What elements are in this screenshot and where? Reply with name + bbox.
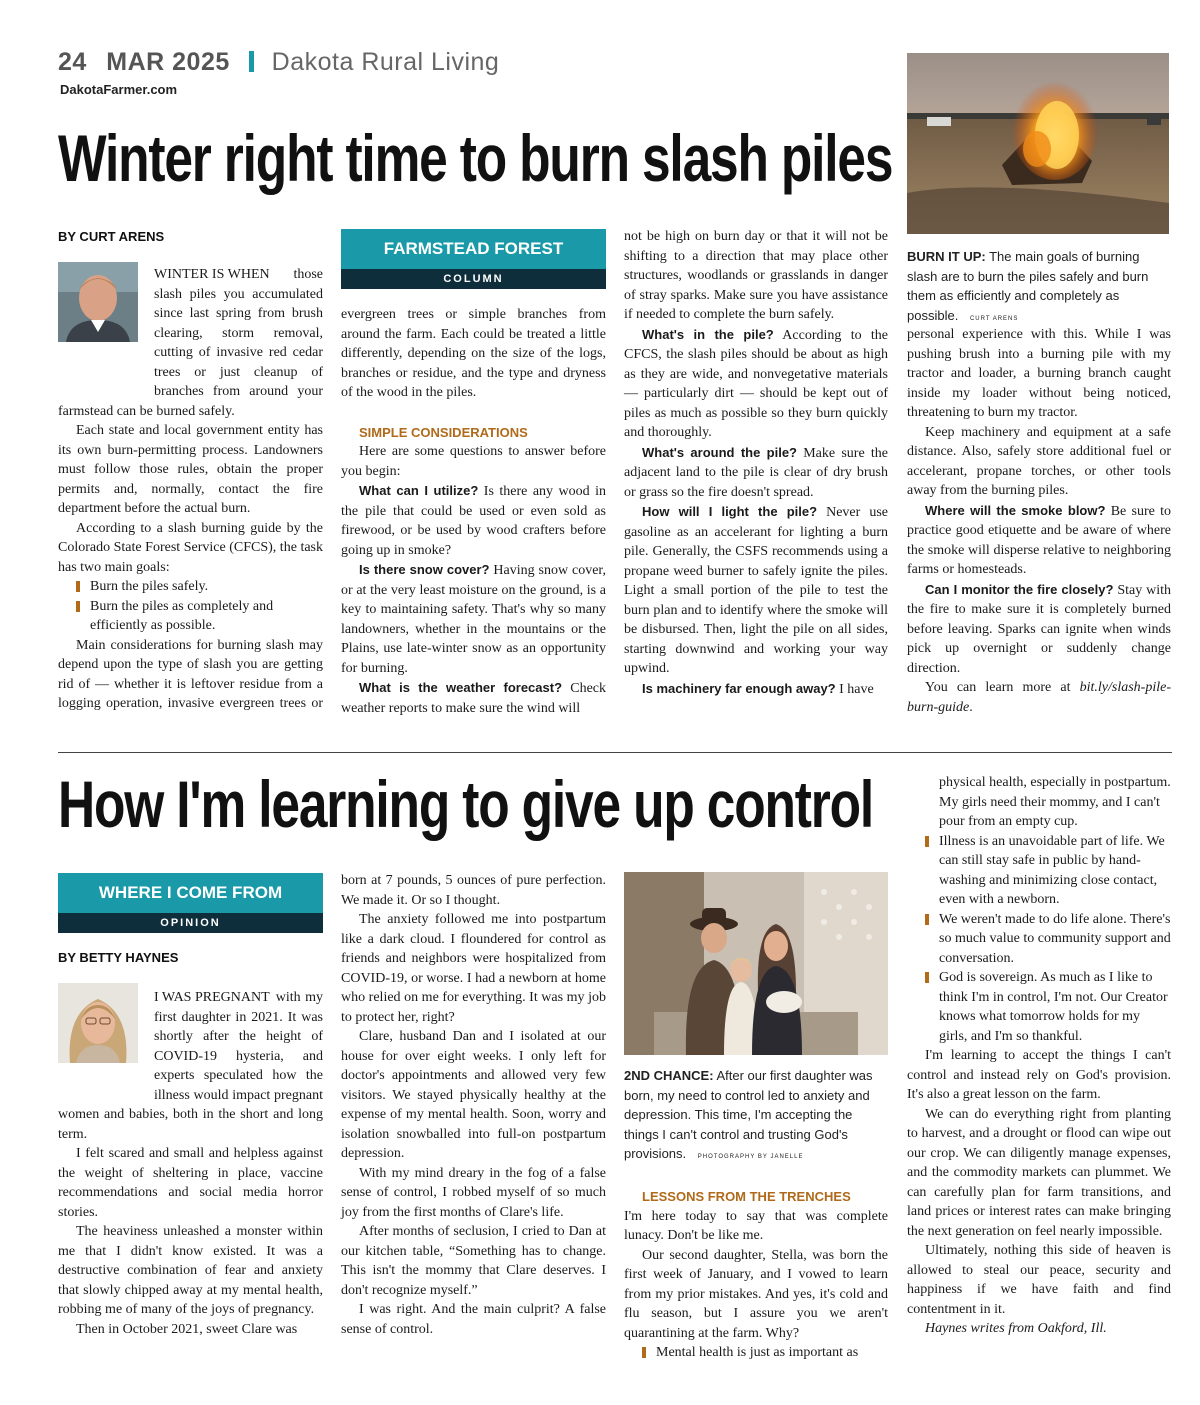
caption-label: BURN IT UP: <box>907 249 986 264</box>
bullet-item <box>925 968 1171 1046</box>
paragraph: Keep machinery and equipment at a safe distance. Also, safely store additional fuel or accelerant, propane torches, or other tools away from the burning piles. <box>907 424 1171 498</box>
article1-photo-caption <box>907 247 1173 329</box>
question-label: Where will the smoke blow? <box>925 502 1106 518</box>
article2-column-1 <box>58 988 323 1339</box>
where-i-come-from-tag <box>58 873 323 933</box>
photo-credit: CURT ARENS <box>969 315 1019 322</box>
photo-credit: PHOTOGRAPHY BY JANELLE <box>697 1154 804 1160</box>
burning-pile-image <box>907 53 1169 234</box>
paragraph: We can do everything right from planting to harvest, and a drought or flood can wipe out our crop. We can diligently manage expenses, and the commodity markets can plummet. We can carefully plan for farm transitions, and land prices or interest rates can make bringing the next generation on feel nearly impossible. <box>907 1106 1171 1239</box>
paragraph: After months of seclusion, I cried to Dan at our kitchen table, “Something has to change. This isn't the mommy that Clare deserves. I don't recognize myself.” <box>341 1224 606 1298</box>
article2-column-2 <box>341 871 606 1339</box>
bullet-mark <box>925 914 929 925</box>
bullet-item <box>642 1343 888 1363</box>
question-label: How will I light the pile? <box>642 504 818 519</box>
bullet-item <box>925 773 1171 832</box>
question-label: Is machinery far enough away? <box>642 680 836 696</box>
farmstead-forest-tag <box>341 229 606 289</box>
article2-column-4 <box>907 773 1171 1339</box>
closing-period: . <box>969 699 973 715</box>
website-link[interactable]: DakotaFarmer.com <box>60 82 178 97</box>
bullet-mark <box>76 601 80 612</box>
paragraph: Clare, husband Dan and I isolated at our house for over eight weeks. I only left for doctor's appointments and allowed very few visitors. We stayed physically healthy at the expense of my mental health. Soon, worry and isolation snowballed into full-on postpartum depression. <box>341 1029 606 1161</box>
lead-paragraph <box>58 988 323 1144</box>
article2-photo-caption <box>624 1066 888 1168</box>
paragraph: Ultimately, nothing this side of heaven is allowed to steal our peace, security and happiness if we have faith and find contentment in it. <box>907 1243 1171 1317</box>
question-label: What's around the pile? <box>642 444 797 460</box>
author-signoff: Haynes writes from Oakford, Ill. <box>925 1321 1107 1336</box>
question-text: I have <box>839 681 874 697</box>
article2-column-3 <box>624 1183 888 1363</box>
article2-headline: How I'm learning to give up control <box>58 767 874 841</box>
bullet-mark <box>76 581 80 592</box>
question-label: What is the weather forecast? <box>359 680 563 695</box>
column-tag-title: WHERE I COME FROM <box>58 873 323 913</box>
question-label: Can I monitor the fire closely? <box>925 581 1114 597</box>
paragraph: Here are some questions to answer before you begin: <box>341 444 606 479</box>
question-text: Is there any wood in the pile that could be used or even sold as firewood, or be used by wood crafters before going up in smoke? <box>341 484 606 558</box>
paragraph: Then in October 2021, sweet Clare was <box>76 1321 298 1337</box>
question-paragraph <box>341 678 606 718</box>
column-tag-label: OPINION <box>58 913 323 933</box>
article1-column-1 <box>58 265 323 714</box>
issue-date: MAR 2025 <box>106 48 230 76</box>
paragraph: I felt scared and small and helpless against the weight of sheltering in place, vaccine recommendations and social media horror stories. <box>58 1146 323 1220</box>
article2-byline: BY BETTY HAYNES <box>58 950 179 965</box>
question-text: Stay with the fire to make sure it is completely burned before leaving. Sparks can ignite when winds pick up overnight or suddenly change direction. <box>907 582 1171 676</box>
question-text: Never use gasoline as an accelerant for lighting a burn pile. Generally, the CSFS recommends using a propane weed burner to safely ignite the piles. Light a small portion of the pile to test the burn plan and to identify where the smoke will be disbursed. Then, light the pile on all sides, starting downwind and working your way upwind. <box>624 505 888 676</box>
question-paragraph <box>624 325 888 443</box>
article1-column-3 <box>624 227 888 699</box>
bullet-text: Mental health is just as important as <box>656 1345 859 1360</box>
closing-paragraph <box>907 678 1171 717</box>
paragraph: Main considerations for burning slash may depend upon the type of slash you are getting rid of — whether it is leftover residue from a logging operation, invasive evergreen trees or <box>58 637 323 711</box>
article1-byline: BY CURT ARENS <box>58 229 165 244</box>
question-paragraph <box>624 679 888 700</box>
bullet-mark <box>642 1347 646 1358</box>
article1-headline: Winter right time to burn slash piles <box>58 121 893 195</box>
question-label: What can I utilize? <box>359 483 479 498</box>
column-tag-label: COLUMN <box>341 269 606 289</box>
paragraph: not be high on burn day or that it will not be shifting to a direction that may place other structures, woodlands or grasslands in danger of stray sparks. Make sure you have assistance if needed to complete the burn safely. <box>624 229 888 322</box>
column-tag-title: FARMSTEAD FOREST <box>341 229 606 269</box>
paragraph: According to a slash burning guide by the Colorado State Forest Service (CFCS), the task has two main goals: <box>58 520 323 575</box>
closing-text: You can learn more at <box>925 680 1071 695</box>
question-text: Make sure the adjacent land to the pile is clear of dry brush or grass so the fire doesn't spread. <box>624 445 888 500</box>
article1-column-4 <box>907 325 1171 717</box>
paragraph: I was right. And the main culprit? A false sense of control. <box>341 1302 606 1337</box>
question-paragraph <box>907 580 1171 679</box>
lead-text: with my first daughter in 2021. It was shortly after the height of COVID-19 hysteria, and experts speculated how the illness would impact pregnant women and babies, both in the short and long term. <box>58 990 324 1142</box>
headshot-wrap-space <box>58 265 154 398</box>
bullet-item <box>925 910 1171 969</box>
bullet-text: Burn the piles safely. <box>90 579 209 594</box>
bullet-mark <box>925 836 929 847</box>
question-paragraph <box>624 502 888 679</box>
publication-name: Dakota Rural Living <box>271 48 500 76</box>
paragraph: born at 7 pounds, 5 ounces of pure perfection. We made it. Or so I thought. <box>341 873 606 908</box>
paragraph: Each state and local government entity has its own burn-permitting process. Landowners must follow those rules, obtain the proper permits and, normally, contact the fire department before the actual burn. <box>58 423 323 516</box>
bullet-item <box>925 832 1171 910</box>
lead-caps: WINTER IS WHEN <box>154 267 270 282</box>
caption-text: The main goals of burning slash are to burn the piles safely and burn them as efficiently and completely as possible. <box>907 249 1149 323</box>
question-paragraph <box>624 443 888 503</box>
goal-bullet-1 <box>76 577 323 597</box>
family-portrait-image <box>624 872 888 1055</box>
paragraph: I'm here today to say that was complete lunacy. Don't be like me. <box>624 1208 888 1243</box>
paragraph: With my mind dreary in the fog of a false sense of control, I robbed myself of so much joy from the first months of Clare's life. <box>341 1165 606 1220</box>
fire-photo <box>907 53 1169 234</box>
lead-caps: I WAS PREGNANT <box>154 990 270 1005</box>
bullet-text: Burn the piles as completely and efficiently as possible. <box>90 598 274 633</box>
question-paragraph <box>341 481 606 560</box>
question-text: Be sure to practice good etiquette and be aware of where the smoke will disperse relative to neighboring farms or homesteads. <box>907 503 1171 577</box>
headshot-wrap-space <box>58 988 154 1101</box>
family-photo <box>624 872 888 1055</box>
bullet-text: We weren't made to do life alone. There's so much value to community support and conversation. <box>939 911 1171 966</box>
section-subhead: LESSONS FROM THE TRENCHES <box>642 1189 851 1204</box>
lead-paragraph <box>58 265 323 421</box>
bullet-text: God is sovereign. As much as I like to think I'm in control, I'm not. Our Creator knows what tomorrow holds for my girls, and I'm so thankful. <box>939 970 1168 1044</box>
folio-divider <box>249 51 254 72</box>
bullet-text: physical health, especially in postpartum. My girls need their mommy, and I can't pour from an empty cup. <box>939 775 1171 829</box>
question-paragraph <box>341 560 606 678</box>
lead-text: those slash piles you accumulated since last spring from brush clearing, storm removal, cutting of invasive red cedar trees or just cleanup of branches from around your farmstead can be burned safely. <box>58 267 324 419</box>
question-label: Is there snow cover? <box>359 562 490 577</box>
question-label: What's in the pile? <box>642 326 774 342</box>
paragraph: evergreen trees or simple branches from around the farm. Each could be treated a little differently, depending on the size of the logs, branches or residue, and the type and dryness of the wood in the piles. <box>341 307 606 400</box>
bullet-mark <box>925 972 929 983</box>
question-text: According to the CFCS, the slash piles should be about as high as they are wide, and nonvegetative materials — particularly dirt — should be kept out of piles as much as possible so they burn quickly and thoroughly. <box>624 327 888 440</box>
guide-link[interactable]: bit.ly/slash-pile-burn-guide <box>907 680 1171 715</box>
question-text: Check weather reports to make sure the wind will <box>341 681 606 716</box>
section-subhead: SIMPLE CONSIDERATIONS <box>359 424 528 440</box>
question-paragraph <box>907 501 1171 580</box>
page-number: 24 <box>58 48 87 76</box>
paragraph: The anxiety followed me into postpartum like a dark cloud. I floundered for control as friends and neighbors were hospitalized from COVID-19, or worse. I had a newborn at home who relied on me for everything. It was my job to protect her, right? <box>341 912 606 1025</box>
page-folio <box>58 48 499 77</box>
paragraph: I'm learning to accept the things I can't control and instead rely on God's provision. It's also a great lesson on the farm. <box>907 1048 1171 1102</box>
bullet-text: Illness is an unavoidable part of life. We can still stay safe in public by hand-washing and minimizing close contact, even with a newborn. <box>939 833 1165 907</box>
paragraph: The heaviness unleashed a monster within me that I didn't know existed. It was a destructive combination of fear and anxiety that slowly chipped away at my mental health, robbing me of many of the joys of pregnancy. <box>58 1224 323 1317</box>
section-divider <box>58 752 1172 753</box>
article1-column-2 <box>341 305 606 718</box>
caption-label: 2ND CHANCE: <box>624 1068 714 1083</box>
paragraph: personal experience with this. While I was pushing brush into a burning pile with my tractor and loader, a burning branch caught inside my loader without being noticed, threatening to burn my tractor. <box>907 327 1171 420</box>
paragraph: Our second daughter, Stella, was born the first week of January, and I vowed to learn from my prior mistakes. And yes, it's cold and flu season, but I assure you we aren't quarantining at the farm. Why? <box>624 1247 888 1341</box>
question-text: Having snow cover, or at the very least moisture on the ground, is a key to maintaining safety. That's why so many landowners, whether in the mountains or the Plains, use late-winter snow as an opportunity for burning. <box>341 563 607 676</box>
caption-text: After our first daughter was born, my need to control led to anxiety and depression. This time, I'm accepting the things I can't control and trusting God's provisions. <box>624 1068 873 1161</box>
goal-bullet-2 <box>76 597 323 636</box>
